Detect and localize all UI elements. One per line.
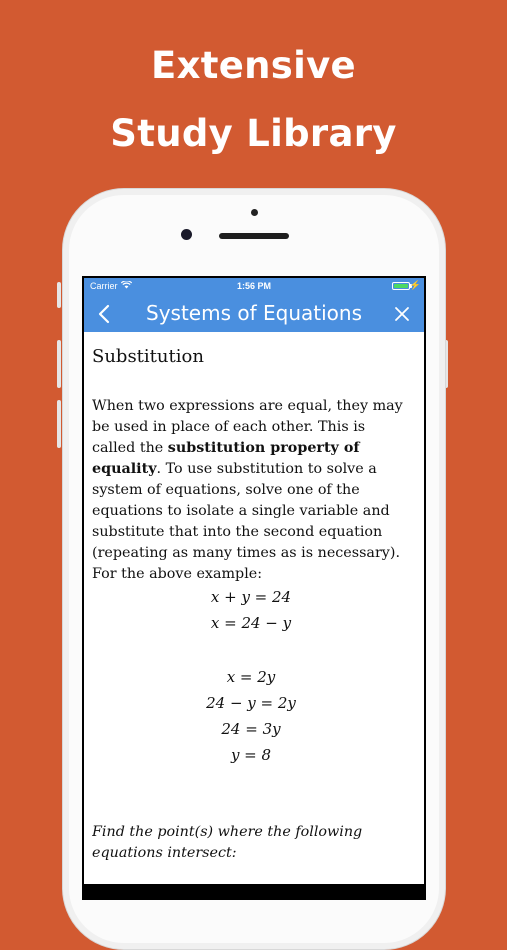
headline-line-2: Study Library (110, 112, 397, 155)
equation-row: y = 8 (230, 746, 272, 764)
page-title: Systems of Equations (146, 301, 362, 325)
app-view (84, 278, 424, 884)
equation-row: 24 = 3y (221, 720, 281, 738)
volume-up-button (57, 340, 61, 388)
equation-row: x = 24 − y (210, 614, 292, 632)
close-icon (394, 306, 410, 322)
chevron-left-icon (98, 304, 110, 324)
battery-icon (392, 282, 410, 290)
paragraph-text-1: When two expressions are equal, they may be used in place of each other. This is called the (92, 398, 403, 456)
equation-row: x = 2y (226, 668, 276, 686)
status-bar (84, 278, 424, 295)
close-button[interactable] (392, 304, 412, 324)
charging-icon: ⚡ (409, 280, 421, 290)
phone-screen (82, 276, 426, 900)
paragraph-bold-term: substitution property of equality (92, 440, 360, 477)
back-button[interactable] (92, 303, 116, 325)
front-camera (181, 229, 192, 240)
volume-down-button (57, 400, 61, 448)
lesson-paragraph (92, 396, 410, 585)
equation-row: x + y = 24 (210, 588, 292, 606)
equation-row: 24 − y = 2y (206, 694, 296, 712)
paragraph-text-2: . To use substitution to solve a system of equations, solve one of the equations to isolate a single variable and substitute that into the second equation (repeating as many times as is necessary). For the above example: (92, 461, 400, 582)
proximity-sensor (251, 209, 258, 216)
status-time: 1:56 PM (236, 281, 271, 291)
headline-line-1: Extensive (151, 44, 356, 87)
section-title: Substitution (92, 346, 204, 367)
lesson-content[interactable] (92, 332, 410, 884)
exercise-prompt: Find the point(s) where the following equations intersect: (92, 824, 363, 861)
navigation-bar (84, 295, 424, 332)
earpiece-speaker (219, 233, 289, 239)
mute-switch (57, 282, 61, 308)
carrier-label: Carrier (90, 281, 118, 291)
